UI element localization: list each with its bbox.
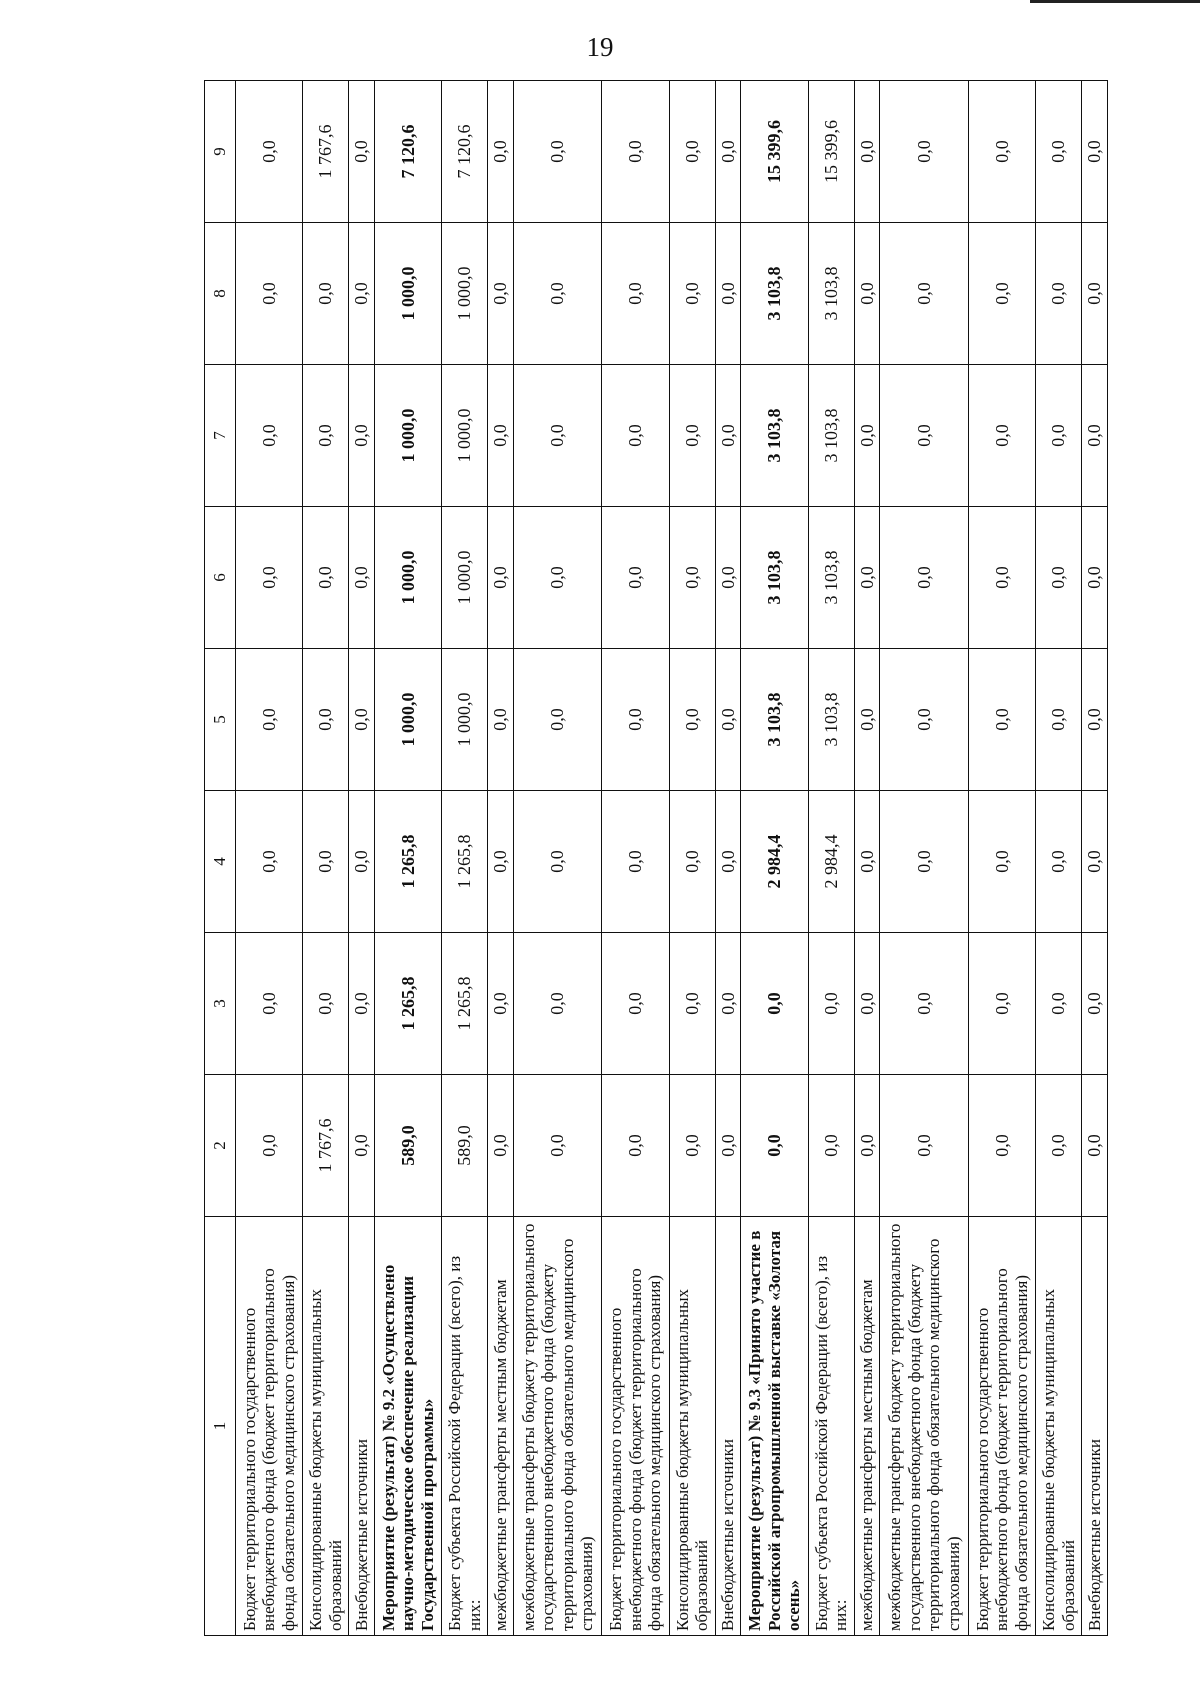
row-label: Консолидированные бюджеты муниципальных образований — [669, 1217, 715, 1636]
row-label: Бюджет территориального государственного внебюджетного фонда (бюджет территориального фонда обязательного медицинского страхования) — [602, 1217, 669, 1636]
cell-value: 0,0 — [349, 365, 375, 507]
cell-value: 0,0 — [1082, 365, 1108, 507]
cell-value: 0,0 — [349, 507, 375, 649]
cell-value: 0,0 — [513, 365, 602, 507]
cell-value: 589,0 — [374, 1075, 441, 1217]
cell-value: 0,0 — [236, 649, 303, 791]
cell-value: 3 103,8 — [808, 649, 854, 791]
cell-value: 0,0 — [1036, 933, 1082, 1075]
table-row — [349, 81, 375, 1636]
cell-value: 0,0 — [488, 81, 514, 223]
cell-value: 0,0 — [1082, 791, 1108, 933]
cell-value: 1 767,6 — [303, 1075, 349, 1217]
row-label: Мероприятие (результат) № 9.3 «Принято участие в Российской агропромышленной выставке «Золотая осень» — [741, 1217, 808, 1636]
cell-value: 0,0 — [488, 933, 514, 1075]
column-header-4: 4 — [205, 791, 236, 933]
cell-value: 0,0 — [854, 81, 880, 223]
cell-value: 1 000,0 — [442, 507, 488, 649]
cell-value: 0,0 — [880, 223, 969, 365]
cell-value: 15 399,6 — [808, 81, 854, 223]
cell-value: 0,0 — [1036, 365, 1082, 507]
cell-value: 0,0 — [715, 223, 741, 365]
cell-value: 2 984,4 — [741, 791, 808, 933]
cell-value: 0,0 — [1082, 507, 1108, 649]
cell-value: 0,0 — [1036, 791, 1082, 933]
table-row — [602, 81, 669, 1636]
cell-value: 0,0 — [1036, 223, 1082, 365]
cell-value: 0,0 — [602, 223, 669, 365]
cell-value: 589,0 — [442, 1075, 488, 1217]
cell-value: 0,0 — [669, 81, 715, 223]
cell-value: 0,0 — [968, 933, 1035, 1075]
table-row — [488, 81, 514, 1636]
cell-value: 15 399,6 — [741, 81, 808, 223]
cell-value: 0,0 — [602, 933, 669, 1075]
row-label: Бюджет субъекта Российской Федерации (всего), из них: — [442, 1217, 488, 1636]
budget-table — [204, 80, 1108, 1636]
cell-value: 0,0 — [488, 223, 514, 365]
row-label: Внебюджетные источники — [715, 1217, 741, 1636]
cell-value: 0,0 — [602, 365, 669, 507]
cell-value: 0,0 — [854, 365, 880, 507]
cell-value: 0,0 — [1036, 1075, 1082, 1217]
cell-value: 1 265,8 — [442, 791, 488, 933]
cell-value: 0,0 — [854, 649, 880, 791]
column-header-3: 3 — [205, 933, 236, 1075]
cell-value: 0,0 — [602, 1075, 669, 1217]
table-row — [715, 81, 741, 1636]
cell-value: 0,0 — [602, 507, 669, 649]
cell-value: 0,0 — [715, 81, 741, 223]
table-row — [236, 81, 303, 1636]
table-row — [513, 81, 602, 1636]
table-row — [374, 81, 441, 1636]
cell-value: 0,0 — [968, 507, 1035, 649]
cell-value: 0,0 — [669, 933, 715, 1075]
row-label: Консолидированные бюджеты муниципальных образований — [1036, 1217, 1082, 1636]
cell-value: 0,0 — [880, 81, 969, 223]
cell-value: 0,0 — [669, 223, 715, 365]
cell-value: 0,0 — [602, 791, 669, 933]
cell-value: 3 103,8 — [808, 365, 854, 507]
cell-value: 0,0 — [236, 791, 303, 933]
row-label: межбюджетные трансферты местным бюджетам — [854, 1217, 880, 1636]
cell-value: 0,0 — [236, 81, 303, 223]
cell-value: 0,0 — [1082, 933, 1108, 1075]
row-label: межбюджетные трансферты местным бюджетам — [488, 1217, 514, 1636]
cell-value: 0,0 — [236, 507, 303, 649]
table-row — [808, 81, 854, 1636]
cell-value: 0,0 — [349, 791, 375, 933]
cell-value: 0,0 — [854, 1075, 880, 1217]
cell-value: 0,0 — [236, 1075, 303, 1217]
cell-value: 0,0 — [854, 223, 880, 365]
cell-value: 0,0 — [880, 649, 969, 791]
cell-value: 0,0 — [236, 365, 303, 507]
table-row — [1036, 81, 1082, 1636]
column-header-5: 5 — [205, 649, 236, 791]
table-row — [968, 81, 1035, 1636]
cell-value: 0,0 — [968, 649, 1035, 791]
cell-value: 0,0 — [715, 649, 741, 791]
table-row — [741, 81, 808, 1636]
cell-value: 0,0 — [513, 791, 602, 933]
cell-value: 0,0 — [968, 365, 1035, 507]
cell-value: 0,0 — [669, 507, 715, 649]
cell-value: 0,0 — [1036, 507, 1082, 649]
cell-value: 0,0 — [513, 649, 602, 791]
top-edge-rule — [1030, 0, 1200, 3]
cell-value: 1 265,8 — [442, 933, 488, 1075]
cell-value: 0,0 — [513, 933, 602, 1075]
row-label: Мероприятие (результат) № 9.2 «Осуществлено научно-методическое обеспечение реализации Государственной программы» — [374, 1217, 441, 1636]
cell-value: 0,0 — [303, 223, 349, 365]
cell-value: 1 265,8 — [374, 791, 441, 933]
cell-value: 0,0 — [741, 1075, 808, 1217]
cell-value: 0,0 — [854, 933, 880, 1075]
cell-value: 3 103,8 — [741, 507, 808, 649]
cell-value: 0,0 — [968, 223, 1035, 365]
cell-value: 0,0 — [968, 791, 1035, 933]
cell-value: 0,0 — [513, 507, 602, 649]
column-header-2: 2 — [205, 1075, 236, 1217]
cell-value: 1 000,0 — [374, 649, 441, 791]
cell-value: 0,0 — [602, 81, 669, 223]
cell-value: 2 984,4 — [808, 791, 854, 933]
cell-value: 1 000,0 — [374, 365, 441, 507]
cell-value: 0,0 — [669, 649, 715, 791]
cell-value: 0,0 — [880, 791, 969, 933]
cell-value: 0,0 — [349, 649, 375, 791]
cell-value: 3 103,8 — [741, 365, 808, 507]
cell-value: 0,0 — [303, 365, 349, 507]
row-label: Бюджет территориального государственного внебюджетного фонда (бюджет территориального фонда обязательного медицинского страхования) — [968, 1217, 1035, 1636]
cell-value: 0,0 — [880, 507, 969, 649]
cell-value: 0,0 — [513, 223, 602, 365]
cell-value: 0,0 — [854, 791, 880, 933]
cell-value: 0,0 — [602, 649, 669, 791]
cell-value: 7 120,6 — [442, 81, 488, 223]
row-label: межбюджетные трансферты бюджету территориального государственного внебюджетного фонда (бюджету территориального фонда обязательного медицинского страхования) — [880, 1217, 969, 1636]
row-label: Бюджет субъекта Российской Федерации (всего), из них: — [808, 1217, 854, 1636]
cell-value: 0,0 — [236, 223, 303, 365]
table-row — [442, 81, 488, 1636]
cell-value: 0,0 — [1036, 81, 1082, 223]
cell-value: 0,0 — [968, 1075, 1035, 1217]
cell-value: 3 103,8 — [808, 507, 854, 649]
cell-value: 0,0 — [1082, 81, 1108, 223]
row-label: Консолидированные бюджеты муниципальных образований — [303, 1217, 349, 1636]
cell-value: 0,0 — [349, 1075, 375, 1217]
cell-value: 1 767,6 — [303, 81, 349, 223]
table-body — [236, 81, 1108, 1636]
cell-value: 0,0 — [513, 1075, 602, 1217]
cell-value: 0,0 — [669, 1075, 715, 1217]
rotated-table-container — [204, 81, 1108, 1636]
cell-value: 0,0 — [669, 365, 715, 507]
cell-value: 0,0 — [488, 365, 514, 507]
table-row — [669, 81, 715, 1636]
cell-value: 0,0 — [854, 507, 880, 649]
cell-value: 1 000,0 — [374, 507, 441, 649]
row-label: Внебюджетные источники — [1082, 1217, 1108, 1636]
cell-value: 0,0 — [303, 507, 349, 649]
cell-value: 3 103,8 — [808, 223, 854, 365]
cell-value: 0,0 — [880, 1075, 969, 1217]
table-header-row — [205, 81, 236, 1636]
row-label: межбюджетные трансферты бюджету территориального государственного внебюджетного фонда (бюджету территориального фонда обязательного медицинского страхования) — [513, 1217, 602, 1636]
column-header-9: 9 — [205, 81, 236, 223]
column-header-8: 8 — [205, 223, 236, 365]
cell-value: 0,0 — [808, 933, 854, 1075]
column-header-7: 7 — [205, 365, 236, 507]
cell-value: 0,0 — [1082, 1075, 1108, 1217]
cell-value: 0,0 — [488, 1075, 514, 1217]
cell-value: 0,0 — [808, 1075, 854, 1217]
cell-value: 0,0 — [1082, 223, 1108, 365]
cell-value: 0,0 — [968, 81, 1035, 223]
cell-value: 0,0 — [880, 365, 969, 507]
cell-value: 0,0 — [715, 933, 741, 1075]
cell-value: 3 103,8 — [741, 649, 808, 791]
cell-value: 0,0 — [236, 933, 303, 1075]
cell-value: 1 000,0 — [442, 223, 488, 365]
cell-value: 0,0 — [715, 1075, 741, 1217]
cell-value: 0,0 — [488, 649, 514, 791]
cell-value: 0,0 — [715, 507, 741, 649]
cell-value: 3 103,8 — [741, 223, 808, 365]
cell-value: 1 000,0 — [442, 365, 488, 507]
cell-value: 0,0 — [349, 933, 375, 1075]
cell-value: 0,0 — [1082, 649, 1108, 791]
page-number: 19 — [586, 32, 614, 62]
cell-value: 7 120,6 — [374, 81, 441, 223]
cell-value: 0,0 — [741, 933, 808, 1075]
column-header-6: 6 — [205, 507, 236, 649]
cell-value: 1 000,0 — [374, 223, 441, 365]
cell-value: 0,0 — [303, 933, 349, 1075]
cell-value: 0,0 — [669, 791, 715, 933]
table-row — [1082, 81, 1108, 1636]
table-row — [880, 81, 969, 1636]
cell-value: 0,0 — [715, 791, 741, 933]
column-header-1: 1 — [205, 1217, 236, 1636]
cell-value: 0,0 — [513, 81, 602, 223]
cell-value: 0,0 — [303, 649, 349, 791]
row-label: Внебюджетные источники — [349, 1217, 375, 1636]
table-row — [303, 81, 349, 1636]
cell-value: 0,0 — [303, 791, 349, 933]
cell-value: 1 265,8 — [374, 933, 441, 1075]
table-row — [854, 81, 880, 1636]
cell-value: 1 000,0 — [442, 649, 488, 791]
row-label: Бюджет территориального государственного внебюджетного фонда (бюджет территориального фонда обязательного медицинского страхования) — [236, 1217, 303, 1636]
cell-value: 0,0 — [349, 81, 375, 223]
cell-value: 0,0 — [488, 507, 514, 649]
cell-value: 0,0 — [880, 933, 969, 1075]
cell-value: 0,0 — [1036, 649, 1082, 791]
cell-value: 0,0 — [488, 791, 514, 933]
cell-value: 0,0 — [715, 365, 741, 507]
cell-value: 0,0 — [349, 223, 375, 365]
